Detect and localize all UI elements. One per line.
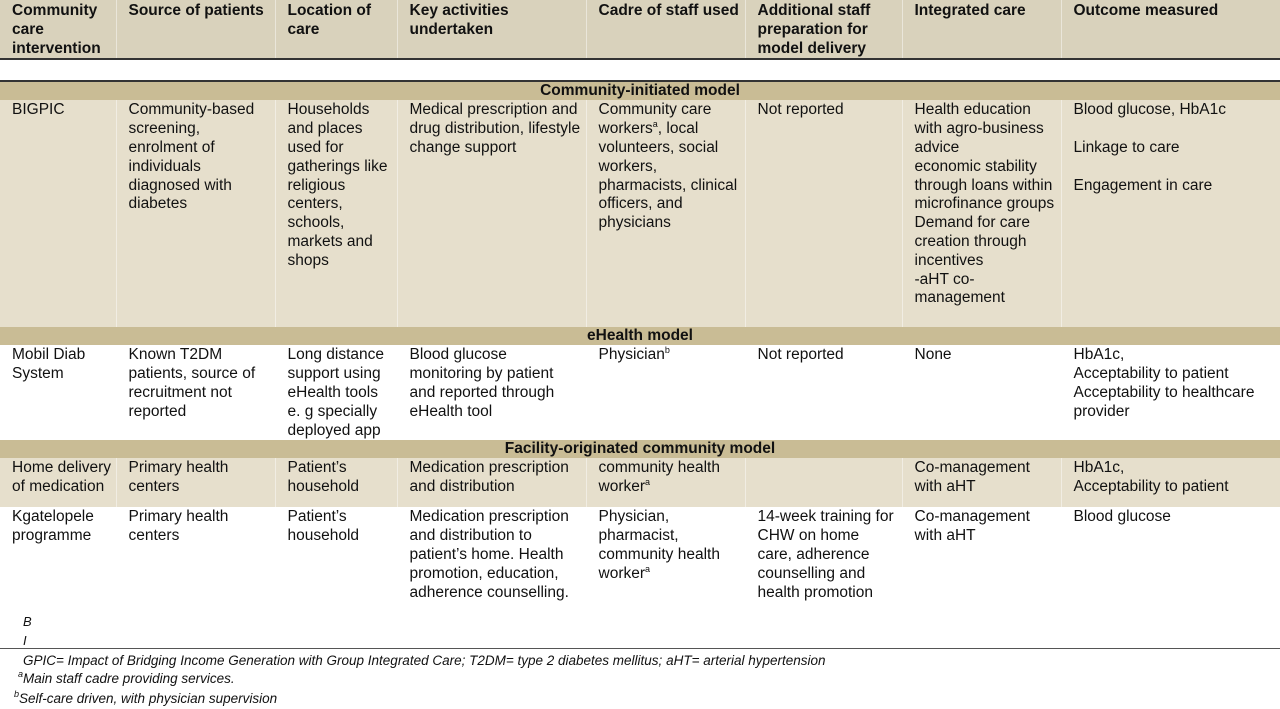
section-title: Community-initiated model <box>0 81 1280 100</box>
location-cell: Patient’s household <box>275 458 397 507</box>
cadre-cell: Physician$^b$ <box>586 345 745 440</box>
intervention-cell: BIGPIC <box>0 100 116 327</box>
abbreviations-note: GPIC= Impact of Bridging Income Generation with Group Integrated Care; T2DM= type 2 diabetes mellitus; aHT= arterial hypertension <box>23 653 826 668</box>
footnote-marker: a <box>652 119 658 130</box>
location-cell: Long distance support using eHealth tools e. g specially deployed app <box>275 345 397 440</box>
activities-cell: Blood glucose monitoring by patient and reported through eHealth tool <box>397 345 586 440</box>
location-cell: Households and places used for gatherings like religious centers, schools, markets and shops <box>275 100 397 327</box>
header-intervention: Community care intervention <box>0 0 116 59</box>
section-title: Facility-originated community model <box>0 440 1280 458</box>
cadre-cell: community health worker$^a$ <box>586 458 745 507</box>
section-row-ehealth <box>0 327 1280 345</box>
header-activities: Key activities undertaken <box>397 0 586 59</box>
integrated-care-cell: Co-management with aHT <box>902 507 1061 620</box>
outcome-cell: Blood glucose <box>1061 507 1280 620</box>
section-row-facility <box>0 440 1280 458</box>
preparation-cell: Not reported <box>745 100 902 327</box>
table-row <box>0 100 1280 327</box>
stray-letter-i: I <box>23 633 27 648</box>
intervention-cell: Kgatelopele programme <box>0 507 116 620</box>
outcome-cell: Blood glucose, HbA1c Linkage to care Engagement in care <box>1061 100 1280 327</box>
outcome-cell: HbA1c, Acceptability to patient <box>1061 458 1280 507</box>
integrated-care-cell: Health education with agro-business advice economic stability through loans within microfinance groups Demand for care creation through incentives -aHT co-management <box>902 100 1061 327</box>
header-staff-preparation: Additional staff preparation for model delivery <box>745 0 902 59</box>
header-spacer <box>0 59 1280 81</box>
footnote-marker: a <box>645 563 651 574</box>
cadre-cell: Community care workers$^a$, local volunteers, social workers, pharmacists, clinical officers, and physicians <box>586 100 745 327</box>
table-footnotes <box>0 648 1280 709</box>
header-source: Source of patients <box>116 0 275 59</box>
table-row <box>0 345 1280 440</box>
cadre-cell: Physician, pharmacist, community health worker$^a$ <box>586 507 745 620</box>
header-outcome: Outcome measured <box>1061 0 1280 59</box>
footnote-marker: b <box>664 345 670 356</box>
footnote-a: $^a$Main staff cadre providing services. <box>18 669 235 686</box>
source-cell: Known T2DM patients, source of recruitment not reported <box>116 345 275 440</box>
activities-cell: Medication prescription and distribution to patient’s home. Health promotion, education, adherence counselling. <box>397 507 586 620</box>
header-integrated-care: Integrated care <box>902 0 1061 59</box>
outcome-cell: HbA1c, Acceptability to patient Acceptability to healthcare provider <box>1061 345 1280 440</box>
table-row <box>0 507 1280 620</box>
stray-letter-b: B <box>23 614 32 629</box>
activities-cell: Medical prescription and drug distribution, lifestyle change support <box>397 100 586 327</box>
footnote-b: $^b$Self-care driven, with physician supervision <box>14 689 278 706</box>
intervention-cell: Mobil Diab System <box>0 345 116 440</box>
activities-cell: Medication prescription and distribution <box>397 458 586 507</box>
intervention-cell: Home delivery of medication <box>0 458 116 507</box>
footnote-marker: a <box>645 477 651 488</box>
integrated-care-cell: Co-management with aHT <box>902 458 1061 507</box>
header-location: Location of care <box>275 0 397 59</box>
preparation-cell <box>745 458 902 507</box>
source-cell: Primary health centers <box>116 458 275 507</box>
location-cell: Patient’s household <box>275 507 397 620</box>
header-row <box>0 0 1280 59</box>
header-cadre: Cadre of staff used <box>586 0 745 59</box>
source-cell: Primary health centers <box>116 507 275 620</box>
table-row <box>0 458 1280 507</box>
preparation-cell: Not reported <box>745 345 902 440</box>
source-cell: Community-based screening, enrolment of individuals diagnosed with diabetes <box>116 100 275 327</box>
integrated-care-cell: None <box>902 345 1061 440</box>
section-title: eHealth model <box>0 327 1280 345</box>
section-row-community <box>0 81 1280 100</box>
preparation-cell: 14-week training for CHW on home care, adherence counselling and health promotion <box>745 507 902 620</box>
